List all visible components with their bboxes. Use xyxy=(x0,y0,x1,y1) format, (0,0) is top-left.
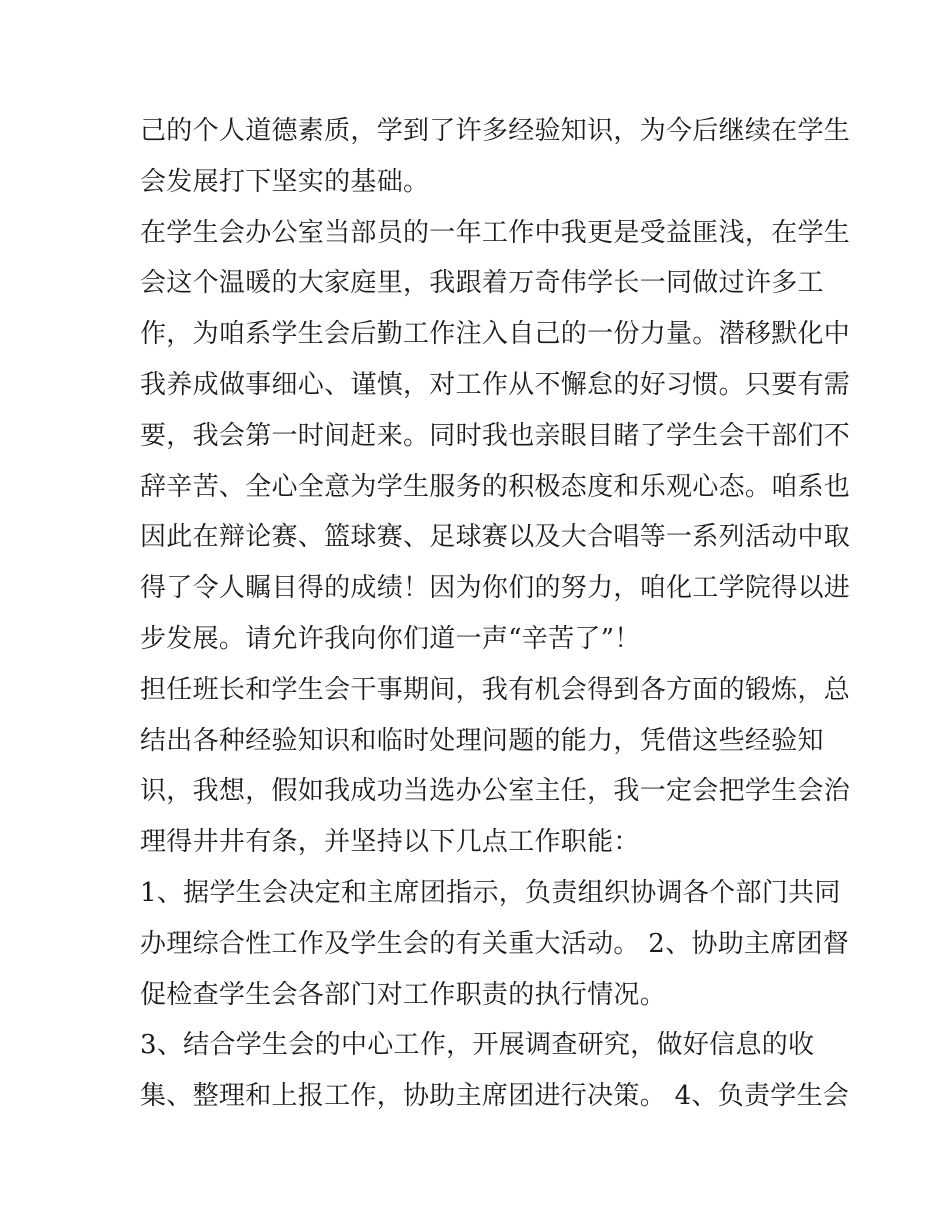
text-line: 集、整理和上报工作，协助主席团进行决策。 4、负责学生会 xyxy=(140,1081,850,1112)
text-line: 3、结合学生会的中心工作，开展调查研究，做好信息的收 xyxy=(140,1030,815,1061)
text-line: 1、据学生会决定和主席团指示，负责组织协调各个部门共同 xyxy=(140,877,841,908)
text-line: 要，我会第一时间赶来。同时我也亲眼目睹了学生会干部们不 xyxy=(140,420,851,451)
text-line: 会这个温暖的大家庭里，我跟着万奇伟学长一同做过许多工 xyxy=(140,268,824,299)
text-line: 会发展打下坚实的基础。 xyxy=(140,166,430,197)
text-line: 我养成做事细心、谨慎，对工作从不懈怠的好习惯。只要有需 xyxy=(140,369,851,400)
text-line: 促检查学生会各部门对工作职责的执行情况。 xyxy=(140,979,667,1010)
text-line: 辞辛苦、全心全意为学生服务的积极态度和乐观心态。咱系也 xyxy=(140,471,851,502)
text-line: 得了令人瞩目得的成绩！因为你们的努力，咱化工学院得以进 xyxy=(140,573,851,604)
text-line: 办理综合性工作及学生会的有关重大活动。 2、协助主席团督 xyxy=(140,928,850,959)
text-line: 担任班长和学生会干事期间，我有机会得到各方面的锻炼，总 xyxy=(140,674,851,705)
body-text xyxy=(140,106,851,1122)
text-line: 在学生会办公室当部员的一年工作中我更是受益匪浅，在学生 xyxy=(140,217,851,248)
text-line: 因此在辩论赛、篮球赛、足球赛以及大合唱等一系列活动中取 xyxy=(140,522,851,553)
text-line: 作，为咱系学生会后勤工作注入自己的一份力量。潜移默化中 xyxy=(140,319,851,350)
text-line: 识，我想，假如我成功当选办公室主任，我一定会把学生会治 xyxy=(140,776,851,807)
text-line: 己的个人道德素质，学到了许多经验知识，为今后继续在学生 xyxy=(140,116,851,146)
text-line: 结出各种经验知识和临时处理问题的能力，凭借这些经验知 xyxy=(140,725,824,756)
text-line: 理得井井有条，并坚持以下几点工作职能： xyxy=(140,827,640,858)
text-line: 步发展。请允许我向你们道一声“辛苦了”！ xyxy=(140,623,641,654)
